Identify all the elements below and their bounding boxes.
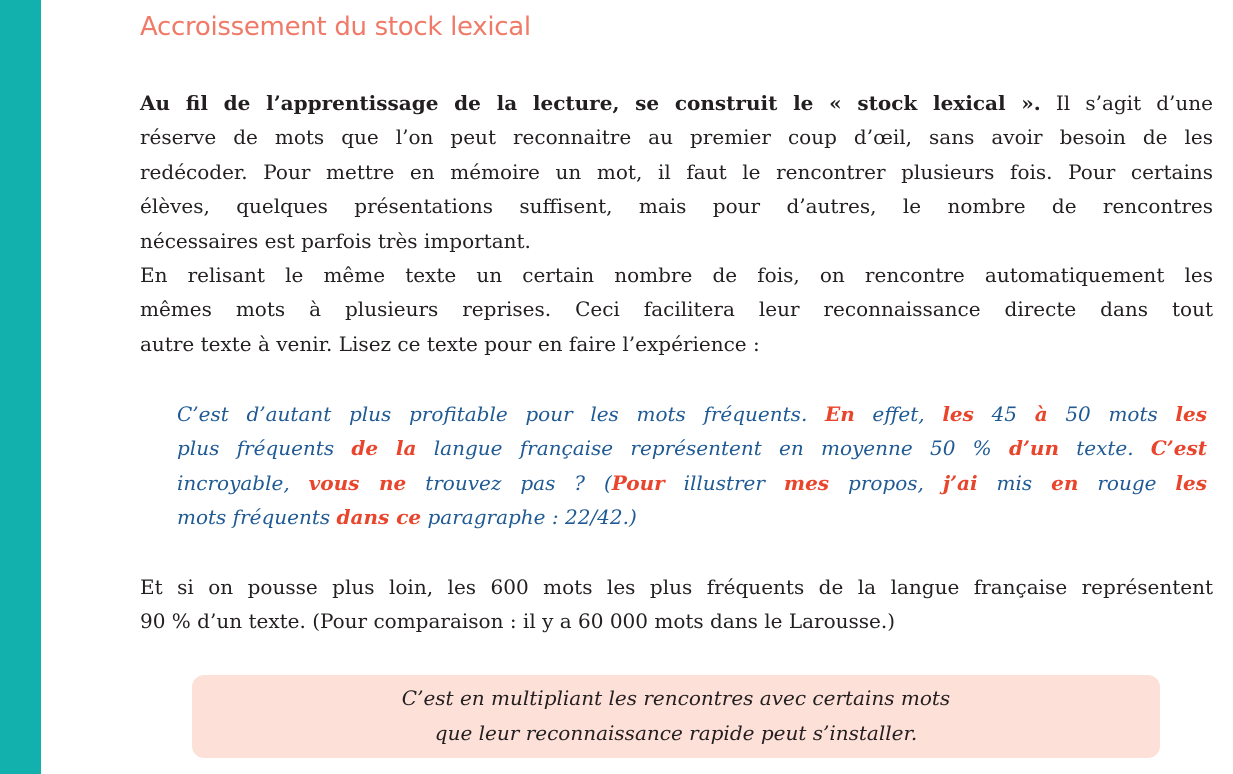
text-segment: paragraphe : 22/42.) [421,505,637,530]
example-quote-paragraph [177,397,1207,535]
text-line [177,431,1207,465]
text-line [140,327,1213,361]
highlighted-frequent-word: les [1175,402,1208,426]
text-segment: effet, [854,402,943,426]
highlighted-frequent-word: dans ce [336,505,422,530]
text-line [192,681,1160,716]
text-segment: réserve de mots que l’on peut reconnaitre au premier coup d’œil, sans avoir besoin de les [140,125,1213,150]
text-segment: incroyable, [177,470,309,495]
text-segment: trouvez pas ? ( [406,470,612,495]
bold-text: Au fil de l’apprentissage de la lecture, se construit le « stock lexical ». [140,91,1041,115]
highlighted-frequent-word: mes [783,470,830,495]
intro-paragraph [140,86,1213,361]
text-segment: propos, [829,470,943,495]
text-segment: texte. [1058,436,1151,461]
text-line [140,292,1213,326]
text-segment: C’est en multipliant les rencontres avec certains mots [401,686,951,710]
text-line [140,189,1213,223]
key-message-callout [192,675,1160,758]
text-line [140,86,1213,120]
text-line [140,258,1213,292]
text-line [192,716,1160,751]
callout-text [192,675,1160,751]
text-segment: 45 [973,402,1035,426]
text-segment: rouge [1078,470,1176,495]
text-segment: mêmes mots à plusieurs reprises. Ceci facilitera leur reconnaissance directe dans tout [140,297,1213,322]
highlighted-frequent-word: j’ai [942,470,978,495]
highlighted-frequent-word: C’est [1150,436,1207,461]
highlighted-frequent-word: Pour [611,470,665,495]
text-segment: mis [977,470,1052,495]
text-line [140,155,1213,189]
highlighted-frequent-word: en [1051,470,1079,495]
text-segment: plus fréquents [177,436,352,461]
text-segment: 90 % d’un texte. (Pour comparaison : il y a 60 000 mots dans le Larousse.) [140,609,896,634]
text-segment: langue française représentent en moyenne 50 % [416,436,1009,461]
text-line [140,604,1213,638]
text-segment: 50 mots [1047,402,1176,426]
text-line [177,397,1207,431]
highlighted-frequent-word: vous ne [308,470,407,495]
text-segment: autre texte à venir. Lisez ce texte pour en faire l’expérience : [140,331,760,356]
text-line [140,570,1213,604]
text-line [177,466,1207,500]
comparison-paragraph [140,570,1213,639]
text-segment: mots fréquents [177,505,337,530]
text-segment: illustrer [664,470,784,495]
text-segment: Et si on pousse plus loin, les 600 mots les plus fréquents de la langue française représentent [140,575,1213,599]
text-segment: Il s’agit d’une [1040,91,1213,115]
highlighted-frequent-word: à [1034,402,1048,426]
highlighted-frequent-word: En [824,402,855,426]
text-line [177,500,1207,534]
text-segment: redécoder. Pour mettre en mémoire un mot, il faut le rencontrer plusieurs fois. Pour certains [140,159,1213,184]
text-line [140,120,1213,154]
highlighted-frequent-word: les [1175,470,1208,495]
accent-sidebar-bar [0,0,41,774]
text-segment: que leur reconnaissance rapide peut s’installer. [434,721,918,745]
highlighted-frequent-word: d’un [1008,436,1059,461]
highlighted-frequent-word: de la [351,436,417,461]
text-line [140,224,1213,258]
text-segment: En relisant le même texte un certain nombre de fois, on rencontre automatiquement les [140,262,1213,287]
highlighted-frequent-word: les [942,402,974,426]
text-segment: C’est d’autant plus profitable pour les mots fréquents. [177,402,825,426]
section-title: Accroissement du stock lexical [140,12,531,42]
text-segment: élèves, quelques présentations suffisent, mais pour d’autres, le nombre de rencontres [140,194,1213,219]
text-segment: nécessaires est parfois très important. [140,228,531,253]
